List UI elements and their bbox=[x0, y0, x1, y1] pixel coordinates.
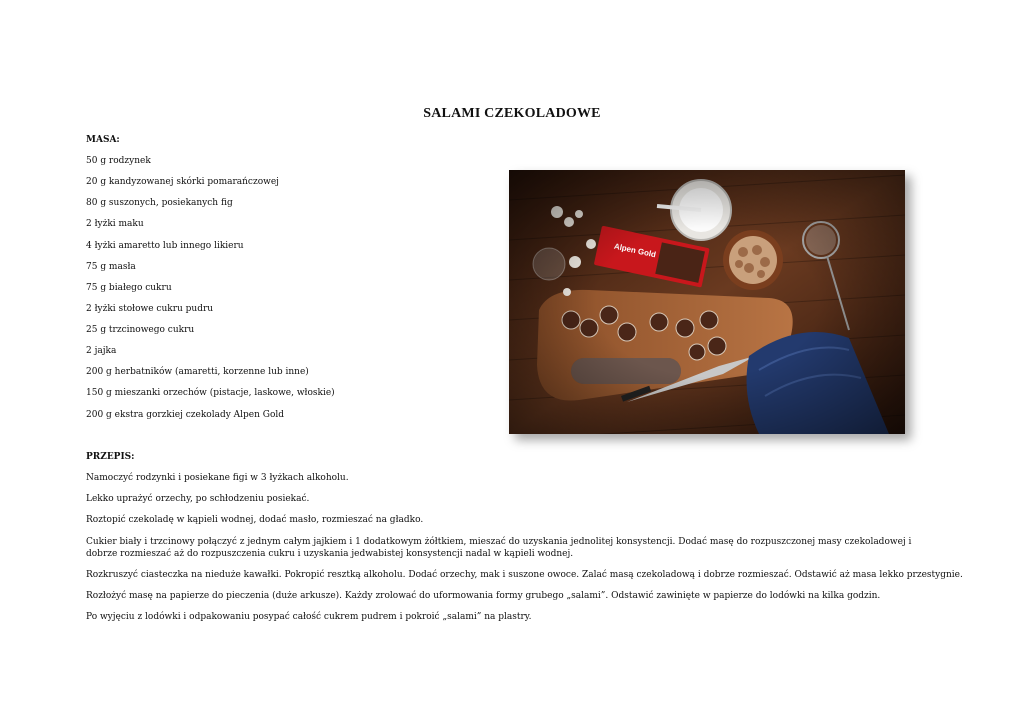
recipe-step: Lekko uprażyć orzechy, po schłodzeniu posiekać. bbox=[86, 494, 310, 504]
ingredient-item: 75 g masła bbox=[86, 262, 136, 272]
ingredient-item: 150 g mieszanki orzechów (pistacje, laskowe, włoskie) bbox=[86, 388, 335, 398]
recipe-step: Namoczyć rodzynki i posiekane figi w 3 łyżkach alkoholu. bbox=[86, 473, 349, 483]
recipe-step: Roztopić czekoladę w kąpieli wodnej, dodać masło, rozmieszać na gładko. bbox=[86, 515, 424, 525]
ingredient-item: 200 g ekstra gorzkiej czekolady Alpen Gold bbox=[86, 410, 285, 420]
ingredient-item: 2 jajka bbox=[86, 346, 117, 356]
recipe-step: Cukier biały i trzcinowy połączyć z jednym całym jajkiem i 1 dodatkowym żółtkiem, mieszać do uzyskania jednolitej konsystencji. Dodać masę do rozpuszczonej masy czekoladowej i dobrze rozmieszać aż do rozpuszczenia cukru i uzyskania jedwabistej konsystencji nadal w kąpieli wodnej. bbox=[86, 537, 912, 559]
ingredient-item: 2 łyżki maku bbox=[86, 219, 144, 229]
recipe-step: Rozkruszyć ciasteczka na nieduże kawałki. Pokropić resztką alkoholu. Dodać orzechy, mak i suszone owoce. Zalać masą czekoladową i dobrze rozmieszać. Odstawić aż masa lekko przestygnie. bbox=[86, 570, 963, 580]
recipe-photo-illustration bbox=[509, 170, 905, 434]
recipe-step: Rozłożyć masę na papierze do pieczenia (duże arkusze). Każdy zrolować do uformowania formy grubego „salami”. Odstawić zawinięte w papierze do lodówki na kilka godzin. bbox=[86, 591, 881, 601]
ingredient-item: 25 g trzcinowego cukru bbox=[86, 325, 195, 335]
recipe-step: Po wyjęciu z lodówki i odpakowaniu posypać całość cukrem pudrem i pokroić „salami” na plastry. bbox=[86, 612, 532, 622]
ingredient-item: 20 g kandyzowanej skórki pomarańczowej bbox=[86, 177, 279, 187]
ingredient-item: 200 g herbatników (amaretti, korzenne lub inne) bbox=[86, 367, 309, 377]
ingredient-item: 80 g suszonych, posiekanych fig bbox=[86, 198, 233, 208]
ingredient-item: 75 g białego cukru bbox=[86, 283, 172, 293]
recipe-heading: PRZEPIS: bbox=[86, 452, 135, 462]
ingredient-item: 2 łyżki stołowe cukru pudru bbox=[86, 304, 214, 314]
ingredient-item: 50 g rodzynek bbox=[86, 156, 151, 166]
ingredients-heading: MASA: bbox=[86, 135, 120, 145]
recipe-photo bbox=[509, 170, 905, 434]
page-title: SALAMI CZEKOLADOWE bbox=[423, 106, 601, 121]
ingredient-item: 4 łyżki amaretto lub innego likieru bbox=[86, 241, 244, 251]
